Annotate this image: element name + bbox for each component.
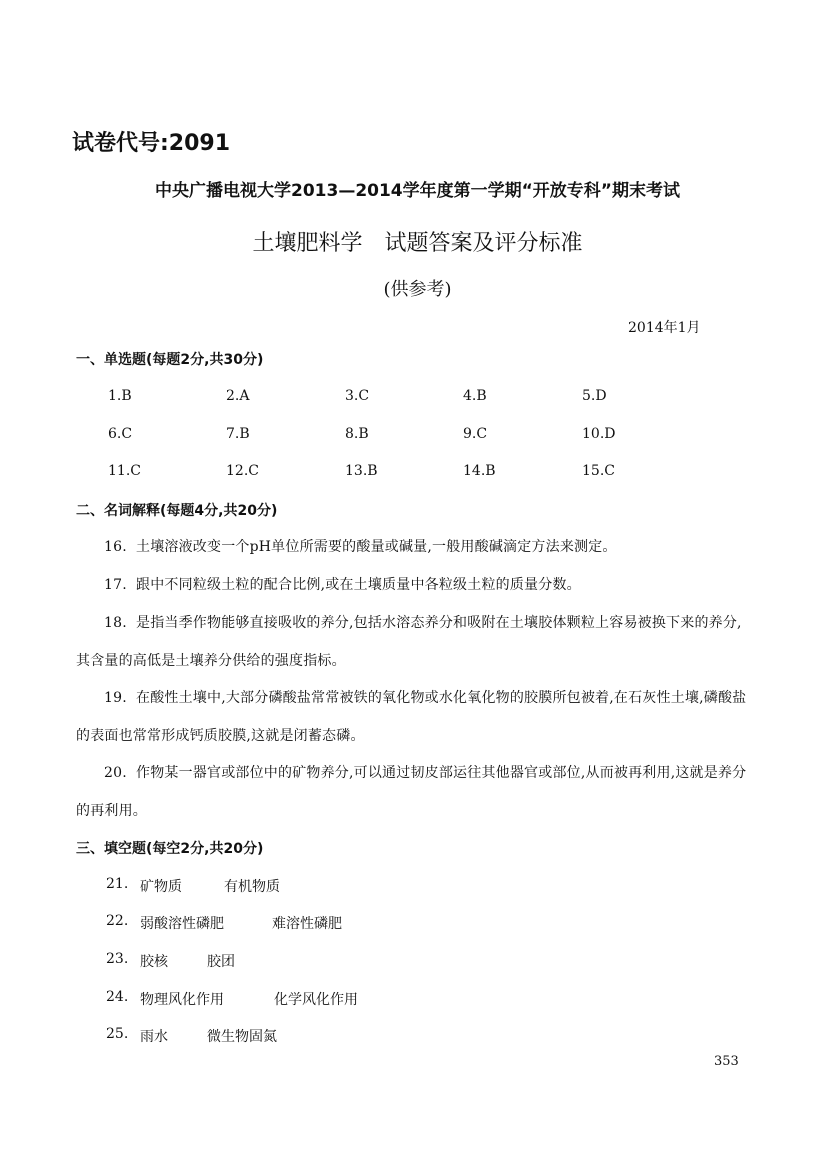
definition-item [76, 754, 752, 830]
fill-answer-b: 化学风化作用 [274, 992, 358, 1008]
item-number: 18. [104, 615, 127, 631]
answer-item: 4.B [463, 388, 487, 404]
fill-answer-b: 有机物质 [224, 879, 280, 895]
fill-item-number: 24. [106, 989, 129, 1005]
fill-answer-a: 弱酸溶性磷肥 [140, 916, 224, 932]
fill-answer-a: 物理风化作用 [140, 992, 224, 1008]
exam-title: 中央广播电视大学2013—2014学年度第一学期“开放专科”期末考试 [155, 181, 680, 201]
fill-item-number: 21. [106, 876, 129, 892]
section-heading-term-definitions: 二、名词解释(每题4分,共20分) [76, 503, 278, 519]
answer-item: 7.B [226, 426, 250, 442]
item-text: 是指当季作物能够直接吸收的养分,包括水溶态养分和吸附在土壤胶体颗粒上容易被换下来的养分,其含量的高低是土壤养分供给的强度指标。 [76, 615, 742, 669]
answer-item: 3.C [345, 388, 370, 404]
answer-item: 15.C [582, 463, 615, 479]
fill-answer-a: 胶核 [140, 954, 168, 970]
answer-item: 13.B [345, 463, 378, 479]
item-number: 17. [104, 577, 127, 593]
answer-item: 10.D [582, 426, 616, 442]
answer-item: 14.B [463, 463, 496, 479]
document-title: 土壤肥料学 试题答案及评分标准 [252, 231, 583, 256]
answer-item: 2.A [226, 388, 250, 404]
item-text: 土壤溶液改变一个pH单位所需要的酸量或碱量,一般用酸碱滴定方法来测定。 [136, 539, 617, 555]
fill-item-number: 23. [106, 951, 129, 967]
fill-answer-b: 难溶性磷肥 [272, 916, 342, 932]
item-number: 19. [104, 690, 127, 706]
item-text: 跟中不同粒级土粒的配合比例,或在土壤质量中各粒级土粒的质量分数。 [136, 577, 581, 593]
answer-item: 9.C [463, 426, 488, 442]
item-text: 在酸性土壤中,大部分磷酸盐常常被铁的氧化物或水化氧化物的胶膜所包被着,在石灰性土壤,磷酸盐的表面也常常形成钙质胶膜,这就是闭蓄态磷。 [76, 690, 747, 744]
fill-item-number: 25. [106, 1026, 129, 1042]
paper-code: 试卷代号:2091 [72, 131, 231, 156]
answer-item: 5.D [582, 388, 607, 404]
answer-item: 8.B [345, 426, 369, 442]
definition-item [76, 679, 752, 755]
item-text: 作物某一器官或部位中的矿物养分,可以通过韧皮部运往其他器官或部位,从而被再利用,这就是养分的再利用。 [76, 765, 747, 819]
definition-item [76, 604, 752, 680]
reference-note: (供参考) [383, 279, 452, 300]
definition-item [76, 566, 752, 604]
answer-item: 1.B [108, 388, 132, 404]
page-number: 353 [714, 1054, 739, 1069]
fill-answer-b: 微生物固氮 [207, 1029, 277, 1045]
fill-answer-b: 胶团 [207, 954, 235, 970]
answer-item: 6.C [108, 426, 133, 442]
section-heading-fill-in: 三、填空题(每空2分,共20分) [76, 841, 264, 857]
fill-item-number: 22. [106, 913, 129, 929]
exam-date: 2014年1月 [628, 320, 701, 336]
section-heading-single-choice: 一、单选题(每题2分,共30分) [76, 352, 264, 368]
answer-item: 12.C [226, 463, 259, 479]
definition-item [76, 528, 752, 566]
item-number: 20. [104, 765, 127, 781]
fill-answer-a: 雨水 [140, 1029, 168, 1045]
fill-answer-a: 矿物质 [140, 879, 182, 895]
answer-item: 11.C [108, 463, 141, 479]
item-number: 16. [104, 539, 127, 555]
